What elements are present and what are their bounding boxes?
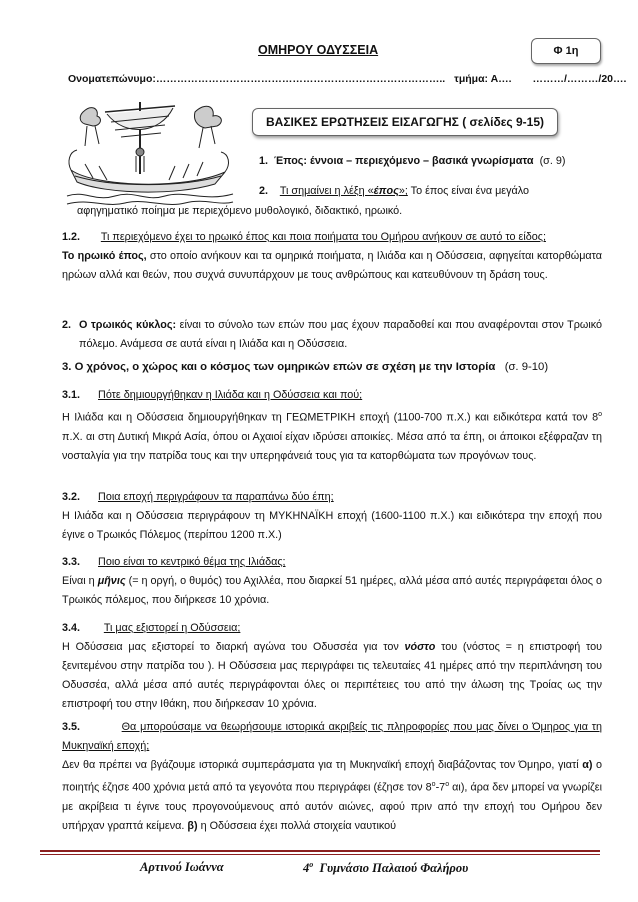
question-3-3-word: μῆνις [97,575,126,587]
question-3-4-number: 3.4. [62,622,81,634]
item-2-bold: Ο τρωικός κύκλος: [79,319,177,331]
question-3-4-answer-b: του (νόστος = η επιστροφή του ξενιτεμένου στην πατρίδα του ). Η Οδύσσεια μας περιγράφει τις τελευταίες 41 ημέρες από την περιπλάνηση του Οδυσσέα, αλλά μέσα από αυτές περιγράφονται όλες οι περιπέτειες του από την άλωση της Τροίας ως την επιστροφή του στην Ιθάκη, που διήρκεσαν 10 χρόνια. [62,641,603,710]
question-3-5-answer-e: η Οδύσσεια έχει πολλά στοιχεία ναυτικού [200,819,397,832]
question-3-4-answer-a: Η Οδύσσεια μας εξιστορεί το διαρκή αγώνα του Οδυσσέα για τον [62,641,399,653]
question-3-4 [62,619,602,714]
question-3-1 [62,386,602,466]
footer-school-sup: ο [309,860,314,869]
sheet-number-badge: Φ 1η [531,38,601,64]
question-3-5-sup2: ο [445,781,450,788]
document-title: ΟΜΗΡΟΥ ΟΔΥΣΣΕΙΑ [258,43,379,57]
question-3-5-number: 3.5. [62,721,81,733]
item-2-tricyclic [79,316,602,354]
question-3-1-number: 3.1. [62,389,81,401]
question-2-answer-b: αφηγηματικό ποίημα με περιεχόμενο μυθολογικό, διδακτικό, ηρωικό. [77,205,403,217]
question-3-1-answer-b: π.Χ. αι στη Δυτική Μικρά Ασία, όπου οι Αχαιοί είχαν ιδρύσει αποικίες. Μέσα από τα έπη, οι άποικοι εξέφραζαν τη νοσταλγία για την πατρίδα τους και την υπερηφάνειά τους για τα κατορθώματα των προγόνων τους. [62,430,602,462]
footer-author: Αρτινού Ιωάννα [140,860,224,874]
question-2-line1 [259,182,604,201]
question-3-3-number: 3.3. [62,556,81,568]
question-3-5-mark-b: β) [187,819,198,832]
footer-school [303,860,468,876]
question-3-5-answer-d: αι), άρα δεν μπορεί να γνωρίζει με ακρίβεια τι έγινε τους προγονούμενους από αυτόν αιώνες, αφού πριν από την εποχή του Ομήρου δεν υπήρχαν γραπτά κείμενα. [62,781,602,832]
student-info-row [68,73,630,85]
question-3-5-answer-b: ο ποιητής έζησε 400 χρόνια μετά από τα γεγονότα που περιγράφει (έζησε τον 8 [62,759,603,794]
question-3-3-text: Ποιο είναι το κεντρικό θέμα της Ιλιάδας; [98,556,286,568]
item-2-text: είναι το σύνολο των επών που μας έχουν παραδοθεί και που αναφέρονται στον Τρωικό πόλεμο. Ανάμεσα σε αυτά είναι η Ιλιάδα και η Οδύσσεια. [79,319,603,350]
question-1 [259,152,604,171]
question-1-2-answer-bold: Το ηρωικό έπος, [62,250,147,262]
question-3-2-text: Ποια εποχή περιγράφουν τα παραπάνω δύο έπη; [98,491,334,503]
question-1-2-number: 1.2. [62,231,81,243]
question-3-4-word: νόστο [404,641,436,653]
question-3-1-sup: ο [598,411,602,418]
question-1-2 [62,228,602,285]
question-3-5-answer-c: -7 [435,781,446,794]
question-3-2-answer: Η Ιλιάδα και η Οδύσσεια περιγράφουν τη ΜΥΚΗΝΑΪΚΗ εποχή (1600-1100 π.Χ.) και ειδικότερα την εποχή που έγινε ο Τρωικός Πόλεμος (περίπου 1200 π.Χ.) [62,510,602,541]
question-2-text: Τι σημαίνει η λέξη « [279,185,374,197]
question-2-answer-a: Το έπος είναι ένα μεγάλο [410,185,530,197]
question-3-5-sup1: ο [431,781,436,788]
question-3-1-text: Πότε δημιουργήθηκαν η Ιλιάδα και η Οδύσσεια και πού; [98,389,363,401]
name-field-label: Ονοματεπώνυμο:……………………………………………………………………….. [68,73,446,85]
class-field-label: τμήμα: Α…. [454,73,512,85]
question-1-text: Έπος: έννοια – περιεχόμενο – βασικά γνωρίσματα [274,155,534,167]
question-1-number: 1. [259,155,269,167]
question-2-number: 2. [259,185,269,197]
question-2-word: έπος [373,185,399,197]
question-2-text-end: »; [398,185,408,197]
question-1-2-text: Τι περιεχόμενο έχει το ηρωικό έπος και ποια ποιήματα του Ομήρου ανήκουν σε αυτό το είδος; [100,231,546,243]
question-3-1-answer-a: Η Ιλιάδα και η Οδύσσεια δημιουργήθηκαν τη ΓΕΩΜΕΤΡΙΚΗ εποχή (1100-700 π.Χ.) και ειδικότερα κατά τον 8 [62,411,599,424]
question-1-2-answer: στο οποίο ανήκουν και τα ομηρικά ποιήματα, η Ιλιάδα και η Οδύσσεια, αφηγείται κατορθώματα ηρώων αλλά και θεών, που συχνά συνυπάρχουν με τους ανθρώπους και κατευθύνουν τη δράση τους. [62,250,603,281]
question-3-3-answer-a: Είναι η [62,575,95,587]
odysseus-ship-illustration [65,92,235,210]
item-3-title: Ο χρόνος, ο χώρος και ο κόσμος των ομηρικών επών σε σχέση με την Ιστορία [74,361,496,373]
question-3-5-answer-a: Δεν θα πρέπει να βγάζουμε ιστορικά συμπεράσματα για τη Μυκηναϊκή εποχή διαβάζοντας τον Όμηρο, γιατί [62,759,579,771]
question-3-4-text: Τι μας εξιστορεί η Οδύσσεια; [103,622,241,634]
item-3-number: 3. [62,361,72,373]
footer-divider-thick [40,850,600,852]
question-3-2-number: 3.2. [62,491,81,503]
footer-school-name: Γυμνάσιο Παλαιού Φαλήρου [319,861,469,876]
footer-divider-thin [40,854,600,855]
item-2-num: 2. [62,319,72,331]
item-3-page-ref: (σ. 9-10) [504,361,549,373]
question-3-5 [62,718,602,836]
footer-school-number: 4 [303,861,310,876]
question-3-2 [62,488,602,545]
question-3-5-text: Θα μπορούσαμε να θεωρήσουμε ιστορικά ακριβείς τις πληροφορίες που μας δίνει ο Όμηρος για τη Μυκηναϊκή εποχή; [62,721,603,752]
date-field-label: ………/………/20…. [532,73,627,85]
question-3-3-answer-b: (= η οργή, ο θυμός) του Αχιλλέα, που διαρκεί 51 ημέρες, αλλά μέσα από αυτές περιγράφεται όλος ο Τρωικός πόλεμος, που διήρκεσε 10 χρόνια. [62,575,603,606]
question-3-3 [62,553,602,610]
section-title-box: ΒΑΣΙΚΕΣ ΕΡΩΤΗΣΕΙΣ ΕΙΣΑΓΩΓΗΣ ( σελίδες 9-15) [252,108,558,136]
question-3-5-mark-a: α) [582,759,593,771]
question-1-page-ref: (σ. 9) [539,155,566,167]
item-3-heading [62,358,602,377]
